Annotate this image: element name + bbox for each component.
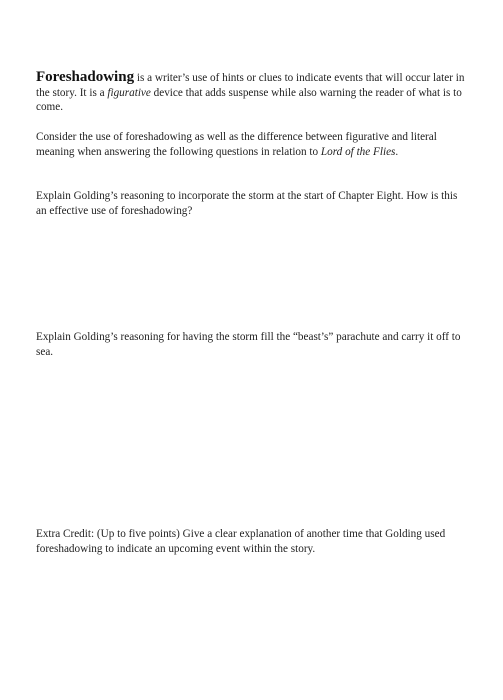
answer-space-1[interactable] <box>36 222 466 322</box>
instructions-end: . <box>395 145 399 158</box>
question-1: Explain Golding’s reasoning to incorporate the storm at the start of Chapter Eight. How is this an effective use of foreshadowing? <box>36 190 458 217</box>
figurative-word: figurative <box>107 86 151 99</box>
instructions-text: Consider the use of foreshadowing as well as the difference between figurative and literal meaning when answering the following questions in relation to <box>36 131 437 158</box>
answer-space-2[interactable] <box>36 362 466 517</box>
book-title: Lord of the Flies <box>320 145 396 158</box>
instructions-paragraph <box>36 130 466 159</box>
extra-credit-question: Extra Credit: (Up to five points) Give a clear explanation of another time that Golding used foreshadowing to indicate an upcoming event within the story. <box>36 528 446 555</box>
answer-space-3[interactable] <box>36 558 466 678</box>
definition-text-2: device that adds suspense while also warning the reader of what is to come. <box>36 86 462 113</box>
term-foreshadowing: Foreshadowing <box>36 69 135 85</box>
foreshadowing-definition <box>36 70 466 115</box>
definition-text-1: is a writer’s use of hints or clues to indicate events that will occur later in the story. It is a <box>36 72 465 99</box>
question-2: Explain Golding’s reasoning for having the storm fill the “beast’s” parachute and carry it off to sea. <box>36 331 461 358</box>
